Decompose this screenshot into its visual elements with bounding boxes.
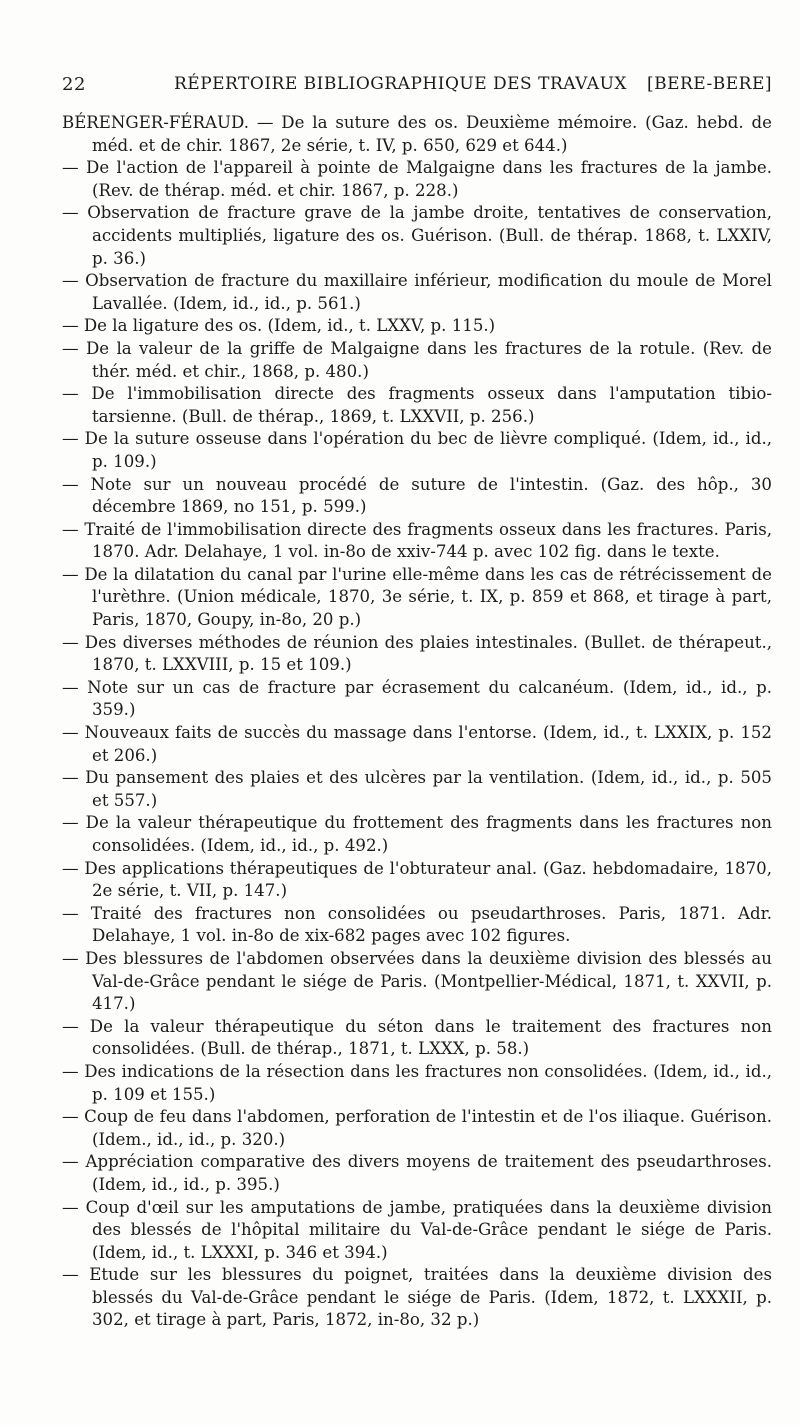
header-title: RÉPERTOIRE BIBLIOGRAPHIQUE DES TRAVAUX — [174, 74, 628, 94]
bibliography-entry: — De la dilatation du canal par l'urine elle-même dans les cas de rétrécissement de l'urèthre. (Union médicale, 1870, 3e série, t. IX, p. 859 et 868, et tirage à part, Paris, 1870, Goupy, in-8o, 20 p.) — [62, 564, 772, 630]
bibliography-entry: — Des applications thérapeutiques de l'obturateur anal. (Gaz. hebdomadaire, 1870, 2e série, t. VII, p. 147.) — [62, 858, 772, 901]
bibliography-entry: — Observation de fracture grave de la jambe droite, tentatives de conservation, accidents multipliés, ligature des os. Guérison. (Bull. de thérap. 1868, t. LXXIV, p. 36.) — [62, 203, 772, 268]
bibliography-entry: — Note sur un cas de fracture par écrasement du calcanéum. (Idem, id., id., p. 359.) — [62, 677, 772, 720]
page-number: 22 — [62, 74, 86, 95]
bibliography-entry: — Traité de l'immobilisation directe des fragments osseux dans les fractures. Paris, 1870. Adr. Delahaye, 1 vol. in-8o de xxiv-744 p. avec 102 fig. dans le texte. — [62, 519, 772, 562]
bibliography-entry: — De l'action de l'appareil à pointe de Malgaigne dans les fractures de la jambe. (Rev. de thérap. méd. et chir. 1867, p. 228.) — [62, 158, 772, 200]
bibliography-entry: — Du pansement des plaies et des ulcères par la ventilation. (Idem, id., id., p. 505 et 557.) — [62, 768, 772, 810]
bibliography-entry: — Note sur un nouveau procédé de suture de l'intestin. (Gaz. des hôp., 30 décembre 1869, no 151, p. 599.) — [62, 474, 772, 517]
bibliography-entry: — Observation de fracture du maxillaire inférieur, modification du moule de Morel Lavallée. (Idem, id., id., p. 561.) — [62, 271, 772, 313]
bibliography-entry: — De la valeur de la griffe de Malgaigne dans les fractures de la rotule. (Rev. de thér. méd. et chir., 1868, p. 480.) — [62, 338, 772, 381]
bibliography-entry: — De la suture osseuse dans l'opération du bec de lièvre compliqué. (Idem, id., id., p. 109.) — [62, 429, 772, 471]
running-header — [62, 72, 772, 102]
bibliography-entry: — Coup de feu dans l'abdomen, perforation de l'intestin et de l'os iliaque. Guérison. (Idem., id., id., p. 320.) — [62, 1107, 772, 1149]
bibliography-entries — [62, 112, 772, 1332]
bibliography-entry: — De la valeur thérapeutique du séton dans le traitement des fractures non consolidées. (Bull. de thérap., 1871, t. LXXX, p. 58.) — [62, 1016, 772, 1059]
bibliography-entry: — Des blessures de l'abdomen observées dans la deuxième division des blessés au Val-de-Grâce pendant le siége de Paris. (Montpellier-Médical, 1871, t. XXVII, p. 417.) — [62, 948, 772, 1014]
bibliography-entry: — De la valeur thérapeutique du frottement des fragments dans les fractures non consolidées. (Idem, id., id., p. 492.) — [62, 813, 772, 855]
header-range: [BERE-BERE] — [646, 74, 772, 94]
bibliography-entry: BÉRENGER-FÉRAUD. — De la suture des os. Deuxième mémoire. (Gaz. hebd. de méd. et de chir. 1867, 2e série, t. IV, p. 650, 629 et 644.) — [62, 113, 772, 155]
bibliography-entry: — Des diverses méthodes de réunion des plaies intestinales. (Bullet. de thérapeut., 1870, t. LXXVIII, p. 15 et 109.) — [62, 632, 772, 675]
bibliography-entry: — Appréciation comparative des divers moyens de traitement des pseudarthroses. (Idem, id., id., p. 395.) — [62, 1152, 772, 1194]
bibliography-entry: — Coup d'œil sur les amputations de jambe, pratiquées dans la deuxième division des blessés de l'hôpital militaire du Val-de-Grâce pendant le siége de Paris. (Idem, id., t. LXXXI, p. 346 et 394.) — [62, 1197, 772, 1262]
bibliography-entry: — Nouveaux faits de succès du massage dans l'entorse. (Idem, id., t. LXXIX, p. 152 et 206.) — [62, 723, 772, 765]
bibliography-entry: — De la ligature des os. (Idem, id., t. LXXV, p. 115.) — [62, 316, 496, 336]
bibliography-entry: — De l'immobilisation directe des fragments osseux dans l'amputation tibio-tarsienne. (Bull. de thérap., 1869, t. LXXVII, p. 256.) — [62, 384, 772, 426]
bibliography-entry: — Traité des fractures non consolidées ou pseudarthroses. Paris, 1871. Adr. Delahaye, 1 vol. in-8o de xix-682 pages avec 102 figures. — [62, 903, 772, 946]
bibliography-entry: — Etude sur les blessures du poignet, traitées dans la deuxième division des blessés du Val-de-Grâce pendant le siége de Paris. (Idem, 1872, t. LXXXII, p. 302, et tirage à part, Paris, 1872, in-8o, 32 p.) — [62, 1265, 772, 1330]
bibliography-entry: — Des indications de la résection dans les fractures non consolidées. (Idem, id., id., p. 109 et 155.) — [62, 1061, 772, 1104]
